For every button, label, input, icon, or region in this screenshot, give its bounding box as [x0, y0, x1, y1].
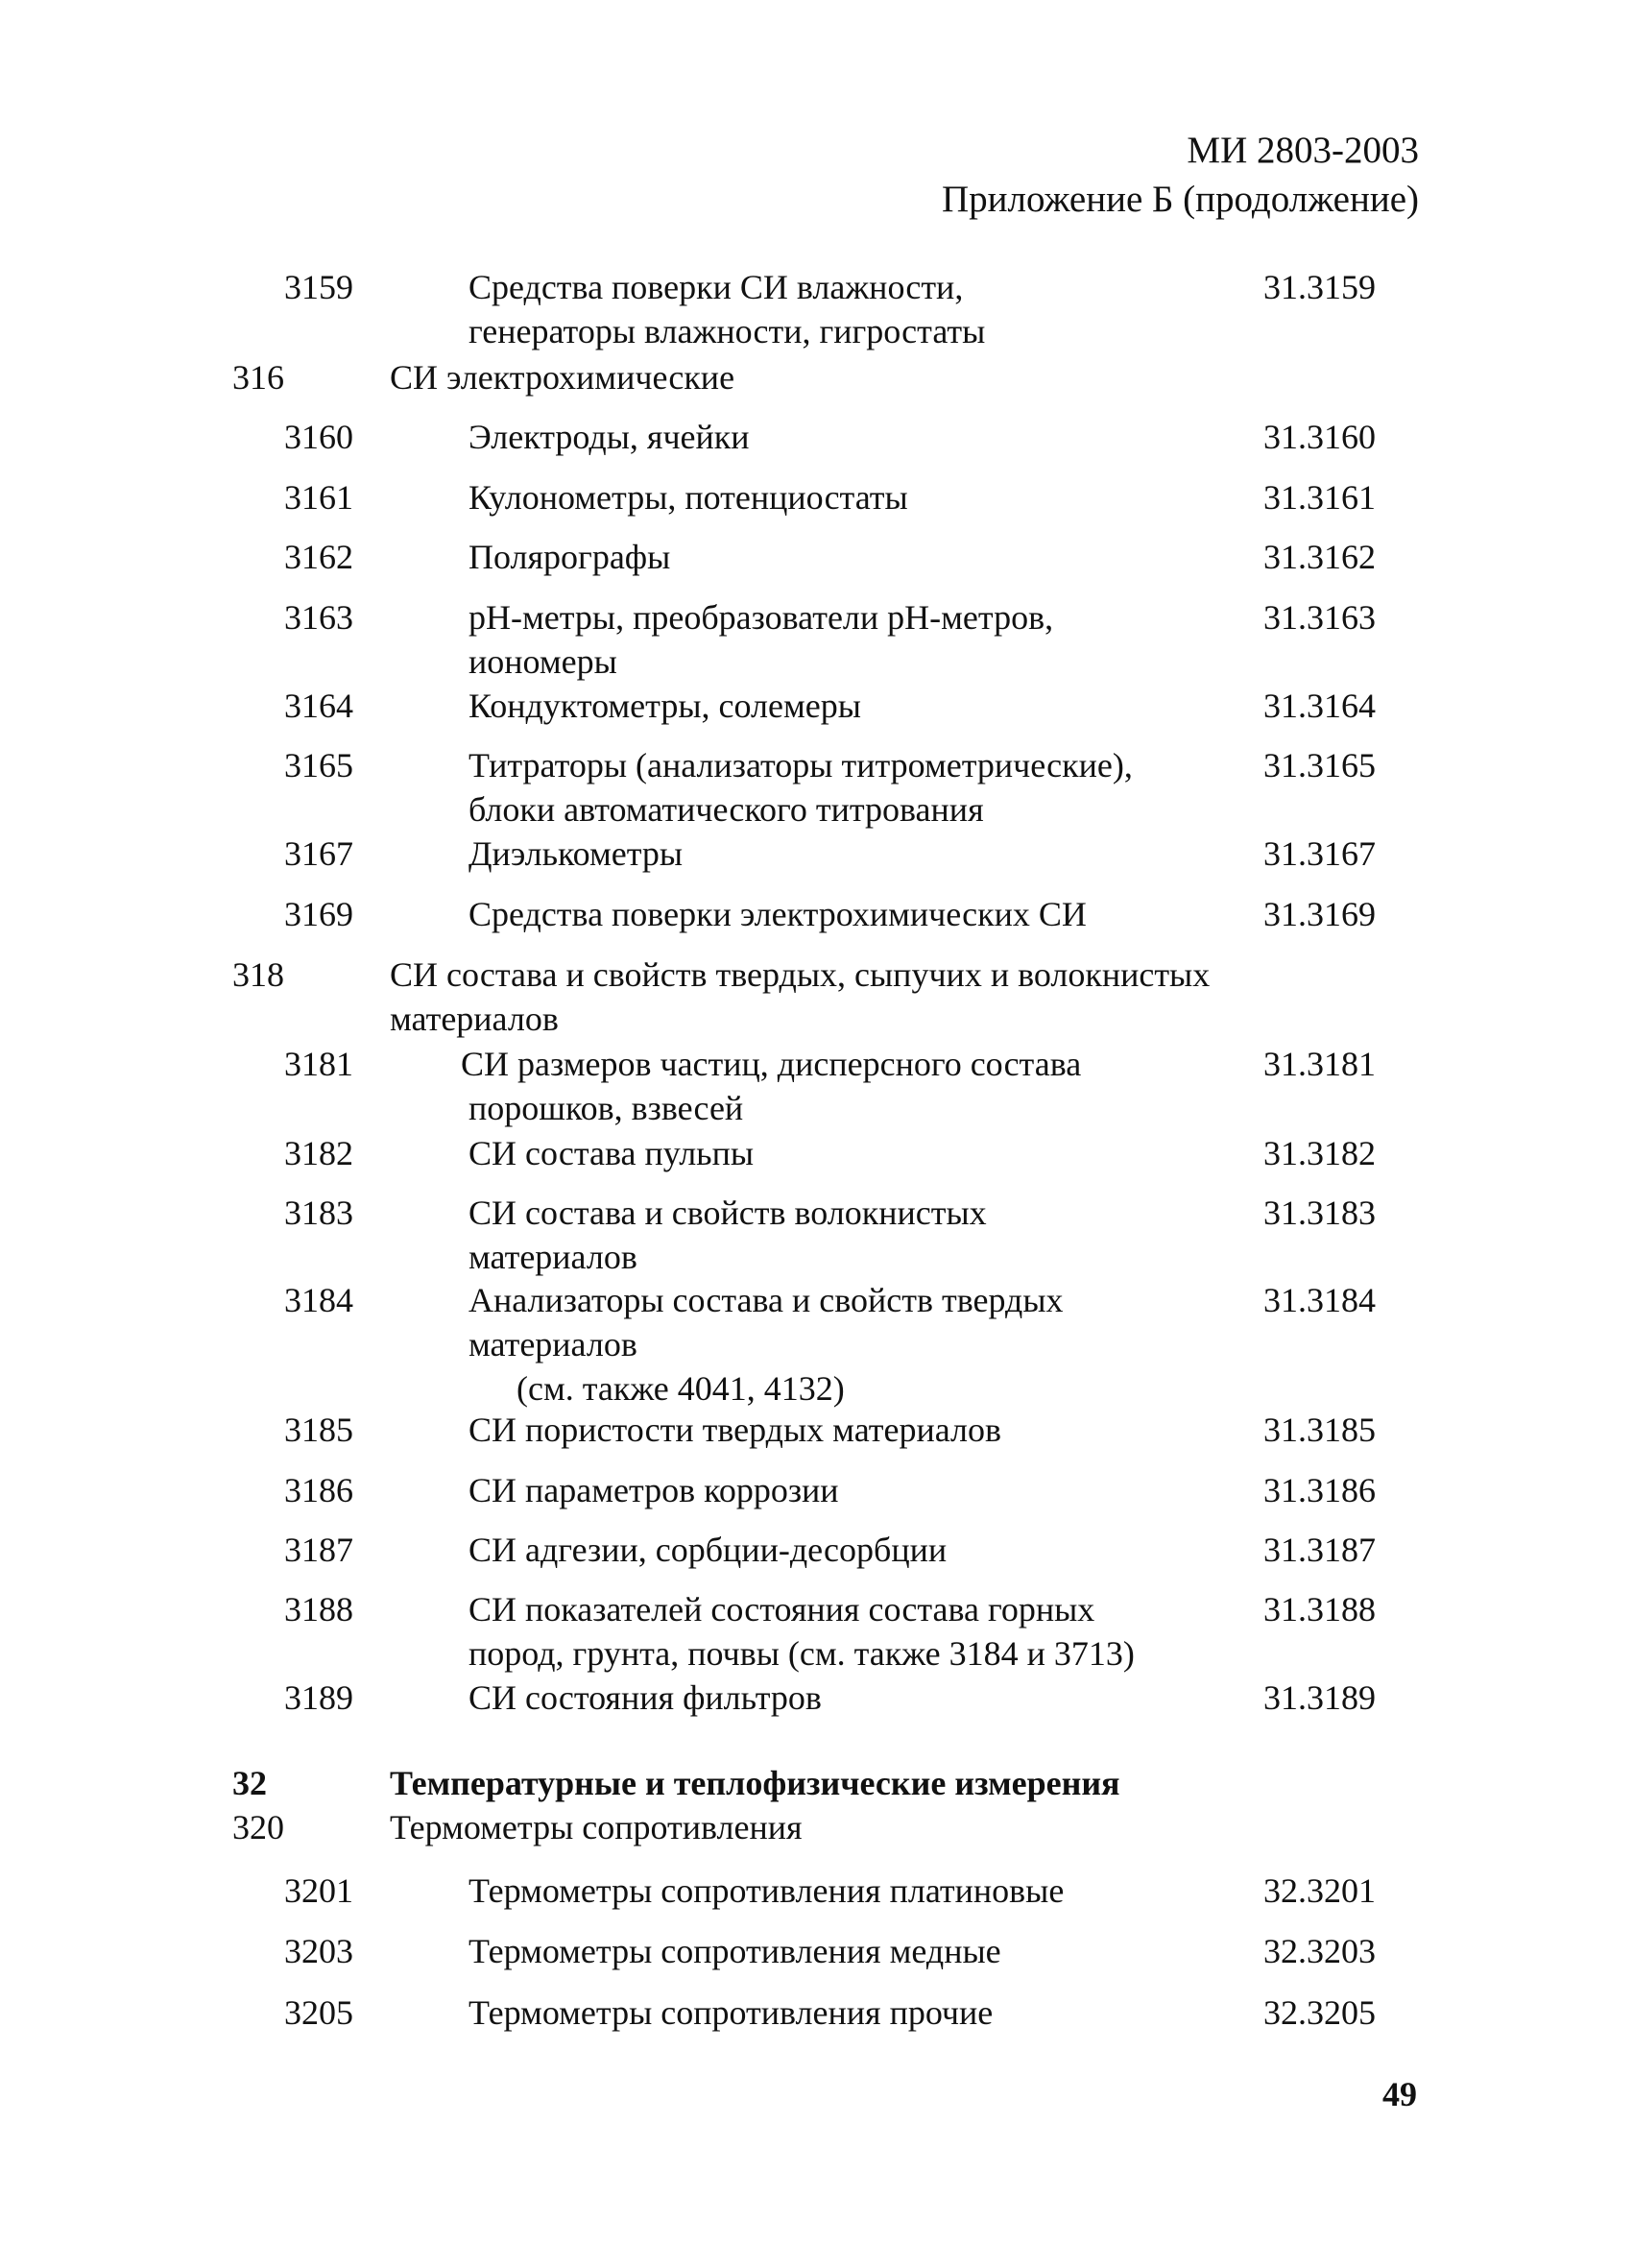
entry-reference: 31.3162	[1263, 538, 1376, 576]
entry-code: 3182	[284, 1134, 353, 1172]
entry-reference: 31.3185	[1263, 1411, 1376, 1449]
entry-reference: 31.3188	[1263, 1590, 1376, 1629]
entry-reference: 31.3182	[1263, 1134, 1376, 1172]
entry-text: pH-метры, преобразователи pH-метров,	[468, 598, 1054, 637]
entry-code: 3167	[284, 834, 353, 873]
entry-reference: 31.3163	[1263, 598, 1376, 637]
entry-reference: 31.3159	[1263, 268, 1376, 306]
entry-text: генераторы влажности, гигростаты	[468, 312, 986, 350]
entry-text: СИ состояния фильтров	[468, 1678, 822, 1717]
entry-reference: 31.3165	[1263, 746, 1376, 784]
entry-code: 3183	[284, 1194, 353, 1232]
entry-text: Температурные и теплофизические измерения	[390, 1764, 1120, 1802]
entry-text: пород, грунта, почвы (см. также 3184 и 3713)	[468, 1634, 1135, 1673]
entry-code: 3163	[284, 598, 353, 637]
entry-code: 3169	[284, 895, 353, 933]
entry-text: материалов	[390, 1000, 559, 1038]
entry-text: Полярографы	[468, 538, 671, 576]
entry-code: 3203	[284, 1932, 353, 1970]
entry-text: иономеры	[468, 642, 617, 681]
entry-text: Электроды, ячейки	[468, 418, 750, 456]
entry-code: 3181	[284, 1045, 353, 1083]
entry-reference: 32.3203	[1263, 1932, 1376, 1970]
entry-code: 3189	[284, 1678, 353, 1717]
entry-text: Титраторы (анализаторы титрометрические),	[468, 746, 1133, 784]
entry-code: 3164	[284, 687, 353, 725]
entry-code: 3161	[284, 478, 353, 517]
entry-code: 316	[232, 358, 284, 397]
entry-reference: 31.3187	[1263, 1531, 1376, 1569]
entry-text: СИ электрохимические	[390, 358, 735, 397]
entry-reference: 31.3167	[1263, 834, 1376, 873]
entry-code: 3162	[284, 538, 353, 576]
entry-text: Диэлькометры	[468, 834, 684, 873]
entry-reference: 31.3183	[1263, 1194, 1376, 1232]
entry-code: 318	[232, 955, 284, 994]
page-number: 49	[1382, 2075, 1417, 2113]
entry-reference: 31.3181	[1263, 1045, 1376, 1083]
entry-code: 3160	[284, 418, 353, 456]
entry-text: материалов	[468, 1238, 637, 1276]
entry-text: (см. также 4041, 4132)	[516, 1369, 845, 1408]
entry-text: Термометры сопротивления платиновые	[468, 1871, 1065, 1910]
entry-code: 3186	[284, 1471, 353, 1509]
entry-text: СИ адгезии, сорбции-десорбции	[468, 1531, 948, 1569]
entry-text: СИ состава и свойств твердых, сыпучих и волокнистых	[390, 955, 1211, 994]
entry-reference: 31.3160	[1263, 418, 1376, 456]
entry-text: Кулонометры, потенциостаты	[468, 478, 908, 517]
entry-text: Кондуктометры, солемеры	[468, 687, 861, 725]
entry-reference: 31.3164	[1263, 687, 1376, 725]
entry-text: СИ состава и свойств волокнистых	[468, 1194, 987, 1232]
entry-text: СИ показателей состояния состава горных	[468, 1590, 1095, 1629]
entry-reference: 31.3189	[1263, 1678, 1376, 1717]
entry-text: СИ состава пульпы	[468, 1134, 755, 1172]
entry-text: СИ параметров коррозии	[468, 1471, 839, 1509]
entry-reference: 32.3201	[1263, 1871, 1376, 1910]
entry-code: 320	[232, 1808, 284, 1846]
entry-text: материалов	[468, 1325, 637, 1363]
entry-code: 3187	[284, 1531, 353, 1569]
appendix-subtitle: Приложение Б (продолжение)	[941, 179, 1419, 220]
entry-reference: 31.3184	[1263, 1281, 1376, 1319]
entry-code: 3205	[284, 1993, 353, 2032]
entry-code: 32	[232, 1764, 267, 1802]
entry-text: Средства поверки СИ влажности,	[468, 268, 964, 306]
entry-text: Термометры сопротивления медные	[468, 1932, 1001, 1970]
entry-text: блоки автоматического титрования	[468, 790, 984, 829]
entry-text: СИ размеров частиц, дисперсного состава	[461, 1045, 1082, 1083]
entry-reference: 31.3169	[1263, 895, 1376, 933]
entry-reference: 31.3161	[1263, 478, 1376, 517]
entry-text: порошков, взвесей	[468, 1089, 744, 1127]
entry-code: 3184	[284, 1281, 353, 1319]
entry-code: 3201	[284, 1871, 353, 1910]
document-code: МИ 2803-2003	[1187, 130, 1419, 171]
entry-code: 3188	[284, 1590, 353, 1629]
entry-reference: 31.3186	[1263, 1471, 1376, 1509]
entry-text: СИ пористости твердых материалов	[468, 1411, 1001, 1449]
entry-code: 3159	[284, 268, 353, 306]
entry-text: Термометры сопротивления прочие	[468, 1993, 994, 2032]
entry-text: Анализаторы состава и свойств твердых	[468, 1281, 1064, 1319]
entry-text: Термометры сопротивления	[390, 1808, 803, 1846]
entry-text: Средства поверки электрохимических СИ	[468, 895, 1087, 933]
entry-reference: 32.3205	[1263, 1993, 1376, 2032]
entry-code: 3185	[284, 1411, 353, 1449]
entry-code: 3165	[284, 746, 353, 784]
